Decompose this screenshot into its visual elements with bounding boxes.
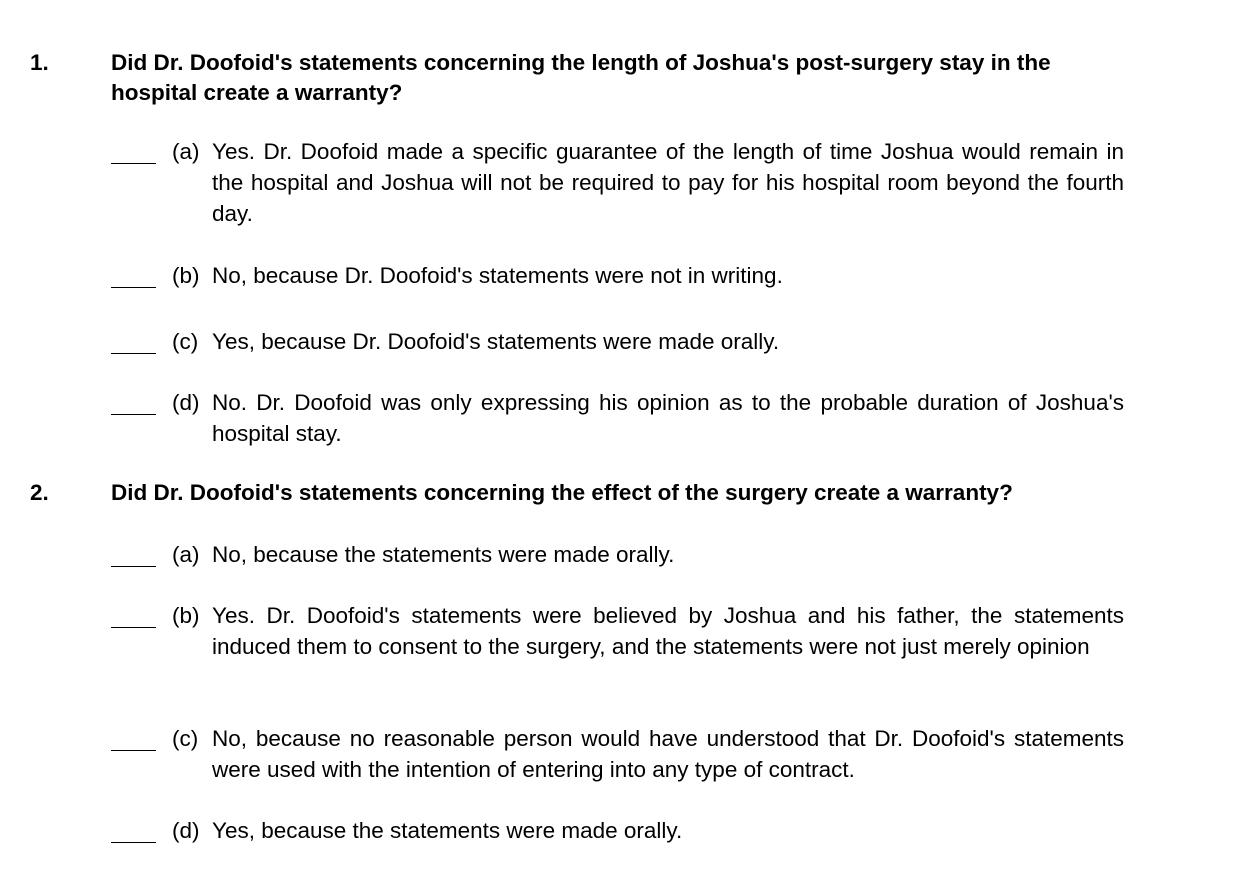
answer-blank[interactable] xyxy=(111,287,156,288)
option-text: No, because the statements were made orally. xyxy=(212,542,675,567)
option-text: Yes. Dr. Doofoid made a specific guarantee of the length of time Joshua would remain in the hospital and Joshua will not be required to pay for his hospital room beyond the fourth day. xyxy=(212,139,1124,226)
option-text: Yes, because the statements were made orally. xyxy=(212,818,683,843)
option-text: No. Dr. Doofoid was only expressing his opinion as to the probable duration of Joshua's hospital stay. xyxy=(212,390,1124,446)
question-number: 1. xyxy=(30,50,49,75)
answer-blank[interactable] xyxy=(111,353,156,354)
option-letter: (b) xyxy=(172,603,200,628)
option-letter: (c) xyxy=(172,329,199,354)
option-text: No, because Dr. Doofoid's statements were not in writing. xyxy=(212,263,783,288)
option-letter: (a) xyxy=(172,139,200,164)
answer-blank[interactable] xyxy=(111,842,156,843)
question-text: Did Dr. Doofoid's statements concerning the length of Joshua's post-surgery stay in the hospital create a warranty? xyxy=(111,50,1051,105)
option-letter: (a) xyxy=(172,542,200,567)
question-number: 2. xyxy=(30,480,49,505)
option-text: No, because no reasonable person would have understood that Dr. Doofoid's statements were used with the intention of entering into any type of contract. xyxy=(212,726,1124,782)
option-text: Yes. Dr. Doofoid's statements were believed by Joshua and his father, the statements induced them to consent to the surgery, and the statements were not just merely opinion xyxy=(212,603,1124,659)
answer-blank[interactable] xyxy=(111,414,156,415)
option-letter: (c) xyxy=(172,726,199,751)
question-text: Did Dr. Doofoid's statements concerning the effect of the surgery create a warranty? xyxy=(111,480,1013,505)
option-letter: (b) xyxy=(172,263,200,288)
answer-blank[interactable] xyxy=(111,750,156,751)
answer-blank[interactable] xyxy=(111,163,156,164)
answer-blank[interactable] xyxy=(111,566,156,567)
option-letter: (d) xyxy=(172,818,200,843)
answer-blank[interactable] xyxy=(111,627,156,628)
option-letter: (d) xyxy=(172,390,200,415)
option-text: Yes, because Dr. Doofoid's statements were made orally. xyxy=(212,329,780,354)
